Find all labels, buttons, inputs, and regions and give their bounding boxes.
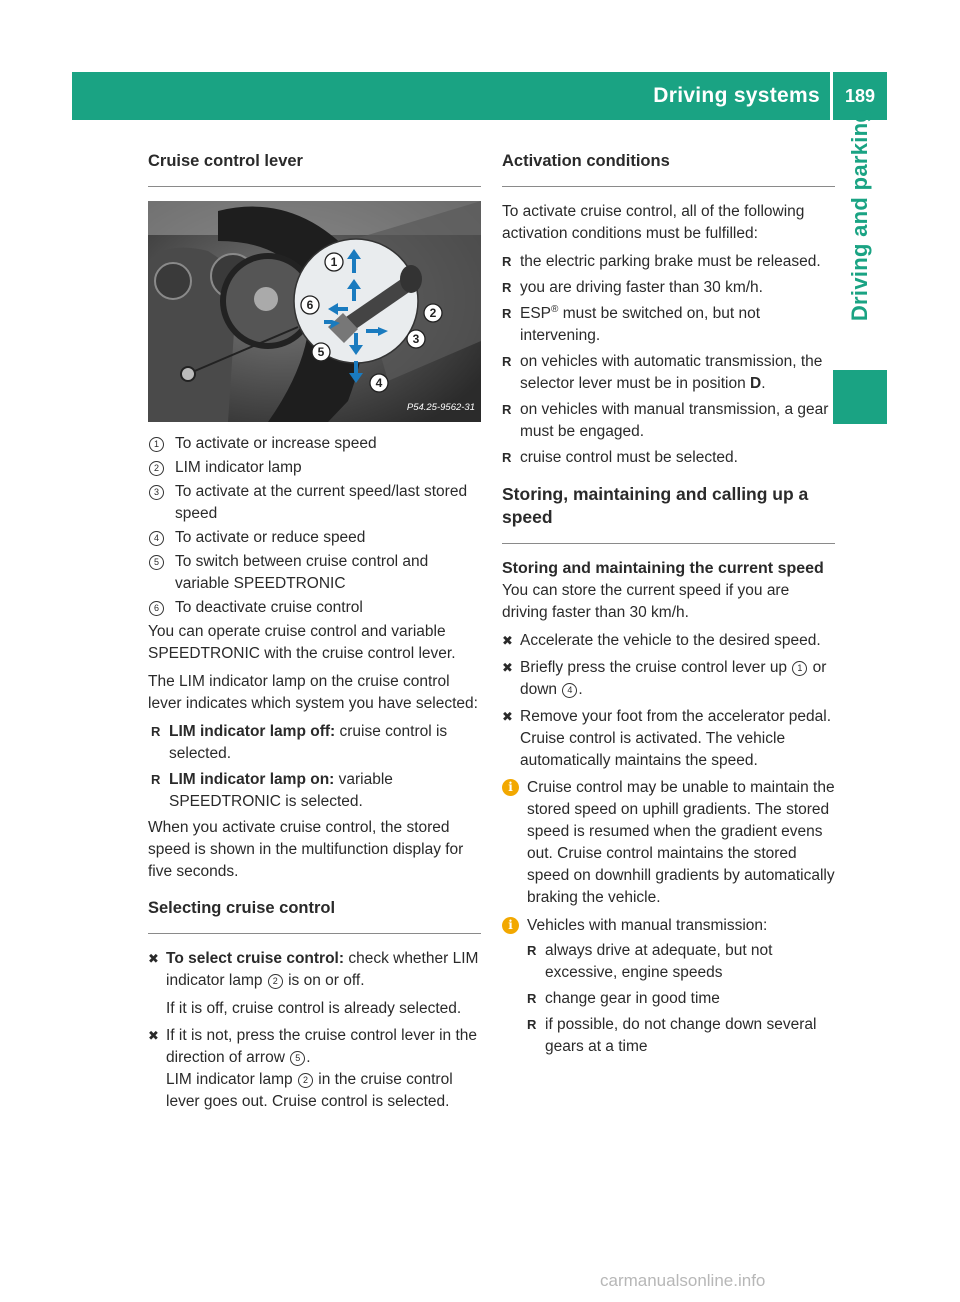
bullet-icon: R bbox=[527, 943, 537, 958]
paragraph: You can operate cruise control and variable SPEEDTRONIC with the cruise control lever. bbox=[148, 623, 456, 662]
bullet-icon: R bbox=[527, 1017, 537, 1032]
step-text: Accelerate the vehicle to the desired speed. bbox=[520, 632, 821, 649]
chapter-marker bbox=[833, 370, 887, 424]
legend-text: To switch between cruise control and variable SPEEDTRONIC bbox=[175, 553, 429, 592]
instruction-step bbox=[502, 630, 835, 652]
condition-text: on vehicles with manual transmission, a gear must be engaged. bbox=[520, 401, 829, 440]
info-text: Cruise control may be unable to maintain the stored speed on uphill gradients. The stored speed is resumed when the gradient evens out. Cruise control maintains the stored speed on downhill gradients by automatically braking the vehicle. bbox=[527, 779, 835, 906]
step-text: Briefly press the cruise control lever up bbox=[520, 659, 792, 676]
figure-callout: 6 bbox=[306, 298, 314, 312]
callout-number: 2 bbox=[268, 974, 283, 989]
subheading-current-speed: Storing and maintaining the current speed bbox=[502, 560, 824, 577]
list-item bbox=[502, 351, 835, 395]
callout-number: 1 bbox=[792, 661, 807, 676]
definition: variable SPEEDTRONIC is selected. bbox=[169, 771, 393, 810]
section-title: Driving systems bbox=[653, 84, 820, 107]
callout-number: 4 bbox=[149, 531, 164, 546]
bullet-icon: R bbox=[502, 450, 512, 465]
figure-id: P54.25-9562-31 bbox=[406, 402, 475, 413]
page-number: 189 bbox=[844, 86, 876, 106]
header-bar bbox=[72, 72, 887, 120]
callout-number: 6 bbox=[149, 601, 164, 616]
figure-callout: 5 bbox=[317, 345, 325, 359]
instruction-step bbox=[148, 1025, 481, 1113]
callout-number: 5 bbox=[149, 555, 164, 570]
heading-storing-speed: Storing, maintaining and calling up a speed bbox=[502, 483, 835, 544]
bullet-icon: R bbox=[502, 280, 512, 295]
step-arrow-icon: ✖ bbox=[502, 633, 513, 648]
step-text: If it is not, press the cruise control lever in the direction of arrow bbox=[166, 1027, 477, 1066]
instruction-step bbox=[502, 706, 835, 772]
step-label: To select cruise control: bbox=[166, 950, 345, 967]
legend-text: To activate or reduce speed bbox=[175, 529, 366, 546]
figure-callout: 1 bbox=[330, 255, 338, 269]
callout-number: 2 bbox=[149, 461, 164, 476]
figure-callout: 4 bbox=[375, 376, 383, 390]
legend-text: To activate or increase speed bbox=[175, 435, 377, 452]
callout-number: 5 bbox=[290, 1051, 305, 1066]
callout-number: 4 bbox=[562, 683, 577, 698]
legend-item bbox=[148, 433, 481, 455]
step-arrow-icon: ✖ bbox=[502, 660, 513, 675]
condition-text: . bbox=[761, 375, 766, 392]
list-item bbox=[502, 399, 835, 443]
list-text: change gear in good time bbox=[545, 990, 720, 1007]
list-item bbox=[502, 277, 835, 299]
legend-text: LIM indicator lamp bbox=[175, 459, 302, 476]
bullet-icon: R bbox=[502, 354, 512, 369]
step-text: . bbox=[306, 1049, 311, 1066]
bullet-icon: R bbox=[151, 724, 161, 739]
legend-item bbox=[148, 457, 481, 479]
step-note: If it is off, cruise control is already selected. bbox=[166, 1000, 462, 1017]
step-arrow-icon: ✖ bbox=[148, 1028, 159, 1043]
paragraph: The LIM indicator lamp on the cruise control lever indicates which system you have selected: bbox=[148, 673, 478, 712]
heading-cruise-control-lever: Cruise control lever bbox=[148, 150, 481, 187]
callout-number: 2 bbox=[298, 1073, 313, 1088]
list-item bbox=[148, 769, 481, 813]
paragraph: To activate cruise control, all of the following activation conditions must be fulfilled: bbox=[502, 203, 805, 242]
condition-text: the electric parking brake must be released. bbox=[520, 253, 821, 270]
condition-text: you are driving faster than 30 km/h. bbox=[520, 279, 763, 296]
condition-text: must be switched on, but not intervening. bbox=[520, 305, 761, 344]
paragraph: You can store the current speed if you are driving faster than 30 km/h. bbox=[502, 582, 790, 621]
gear-position: D bbox=[750, 375, 762, 392]
step-text: Remove your foot from the accelerator pedal. bbox=[520, 708, 832, 725]
list-item bbox=[527, 1014, 835, 1058]
list-item bbox=[502, 303, 835, 347]
list-item bbox=[527, 988, 835, 1010]
condition-text: on vehicles with automatic transmission, the selector lever must be in position bbox=[520, 353, 823, 392]
cruise-control-lever-figure bbox=[148, 201, 481, 422]
step-text: is on or off. bbox=[283, 972, 365, 989]
chapter-tab bbox=[833, 108, 887, 322]
info-note bbox=[502, 777, 835, 909]
bullet-icon: R bbox=[502, 254, 512, 269]
watermark: carmanualsonline.info bbox=[600, 1271, 766, 1290]
list-item bbox=[502, 447, 835, 469]
bullet-icon: R bbox=[502, 402, 512, 417]
registered-mark: ® bbox=[551, 303, 559, 315]
legend-text: To activate at the current speed/last stored speed bbox=[175, 483, 468, 522]
legend-item bbox=[148, 527, 481, 549]
bullet-icon: R bbox=[502, 306, 512, 321]
bullet-icon: R bbox=[527, 991, 537, 1006]
condition-text: ESP bbox=[520, 305, 552, 322]
info-text: Vehicles with manual transmission: bbox=[527, 917, 768, 934]
step-result: Cruise control is activated. The vehicle automatically maintains the speed. bbox=[520, 730, 786, 769]
step-text: or down bbox=[520, 659, 827, 698]
definition: cruise control is selected. bbox=[169, 723, 448, 762]
instruction-step bbox=[502, 657, 835, 701]
heading-activation-conditions: Activation conditions bbox=[502, 150, 835, 187]
term: LIM indicator lamp on: bbox=[169, 771, 335, 788]
step-text: check whether LIM indicator lamp bbox=[166, 950, 479, 989]
left-column bbox=[148, 150, 481, 1118]
callout-number: 3 bbox=[149, 485, 164, 500]
step-text: in the cruise control lever goes out. Cruise control is selected. bbox=[166, 1071, 453, 1110]
paragraph: When you activate cruise control, the stored speed is shown in the multifunction display for five seconds. bbox=[148, 819, 464, 880]
term: LIM indicator lamp off: bbox=[169, 723, 336, 740]
legend-item bbox=[148, 597, 481, 619]
list-item bbox=[527, 940, 835, 984]
step-text: . bbox=[578, 681, 583, 698]
legend-text: To deactivate cruise control bbox=[175, 599, 363, 616]
info-icon: i bbox=[502, 779, 519, 796]
heading-selecting-cruise-control: Selecting cruise control bbox=[148, 897, 481, 934]
legend-list bbox=[148, 433, 481, 619]
figure-callout: 2 bbox=[429, 306, 437, 320]
bullet-icon: R bbox=[151, 772, 161, 787]
chapter-tab-label: Driving and parking bbox=[847, 108, 873, 322]
info-icon: i bbox=[502, 917, 519, 934]
callout-number: 1 bbox=[149, 437, 164, 452]
list-item bbox=[148, 721, 481, 765]
condition-text: cruise control must be selected. bbox=[520, 449, 738, 466]
step-text: LIM indicator lamp bbox=[166, 1071, 297, 1088]
list-item bbox=[502, 251, 835, 273]
figure-callout: 3 bbox=[412, 332, 420, 346]
step-arrow-icon: ✖ bbox=[148, 951, 159, 966]
instruction-step bbox=[148, 948, 481, 1020]
info-sub-list bbox=[527, 940, 835, 1058]
list-text: always drive at adequate, but not excessive, engine speeds bbox=[545, 942, 773, 981]
list-text: if possible, do not change down several gears at a time bbox=[545, 1016, 817, 1055]
info-note bbox=[502, 915, 835, 937]
step-arrow-icon: ✖ bbox=[502, 709, 513, 724]
legend-item bbox=[148, 481, 481, 525]
lever-illustration bbox=[148, 201, 481, 422]
legend-item bbox=[148, 551, 481, 595]
right-column bbox=[502, 150, 835, 1062]
